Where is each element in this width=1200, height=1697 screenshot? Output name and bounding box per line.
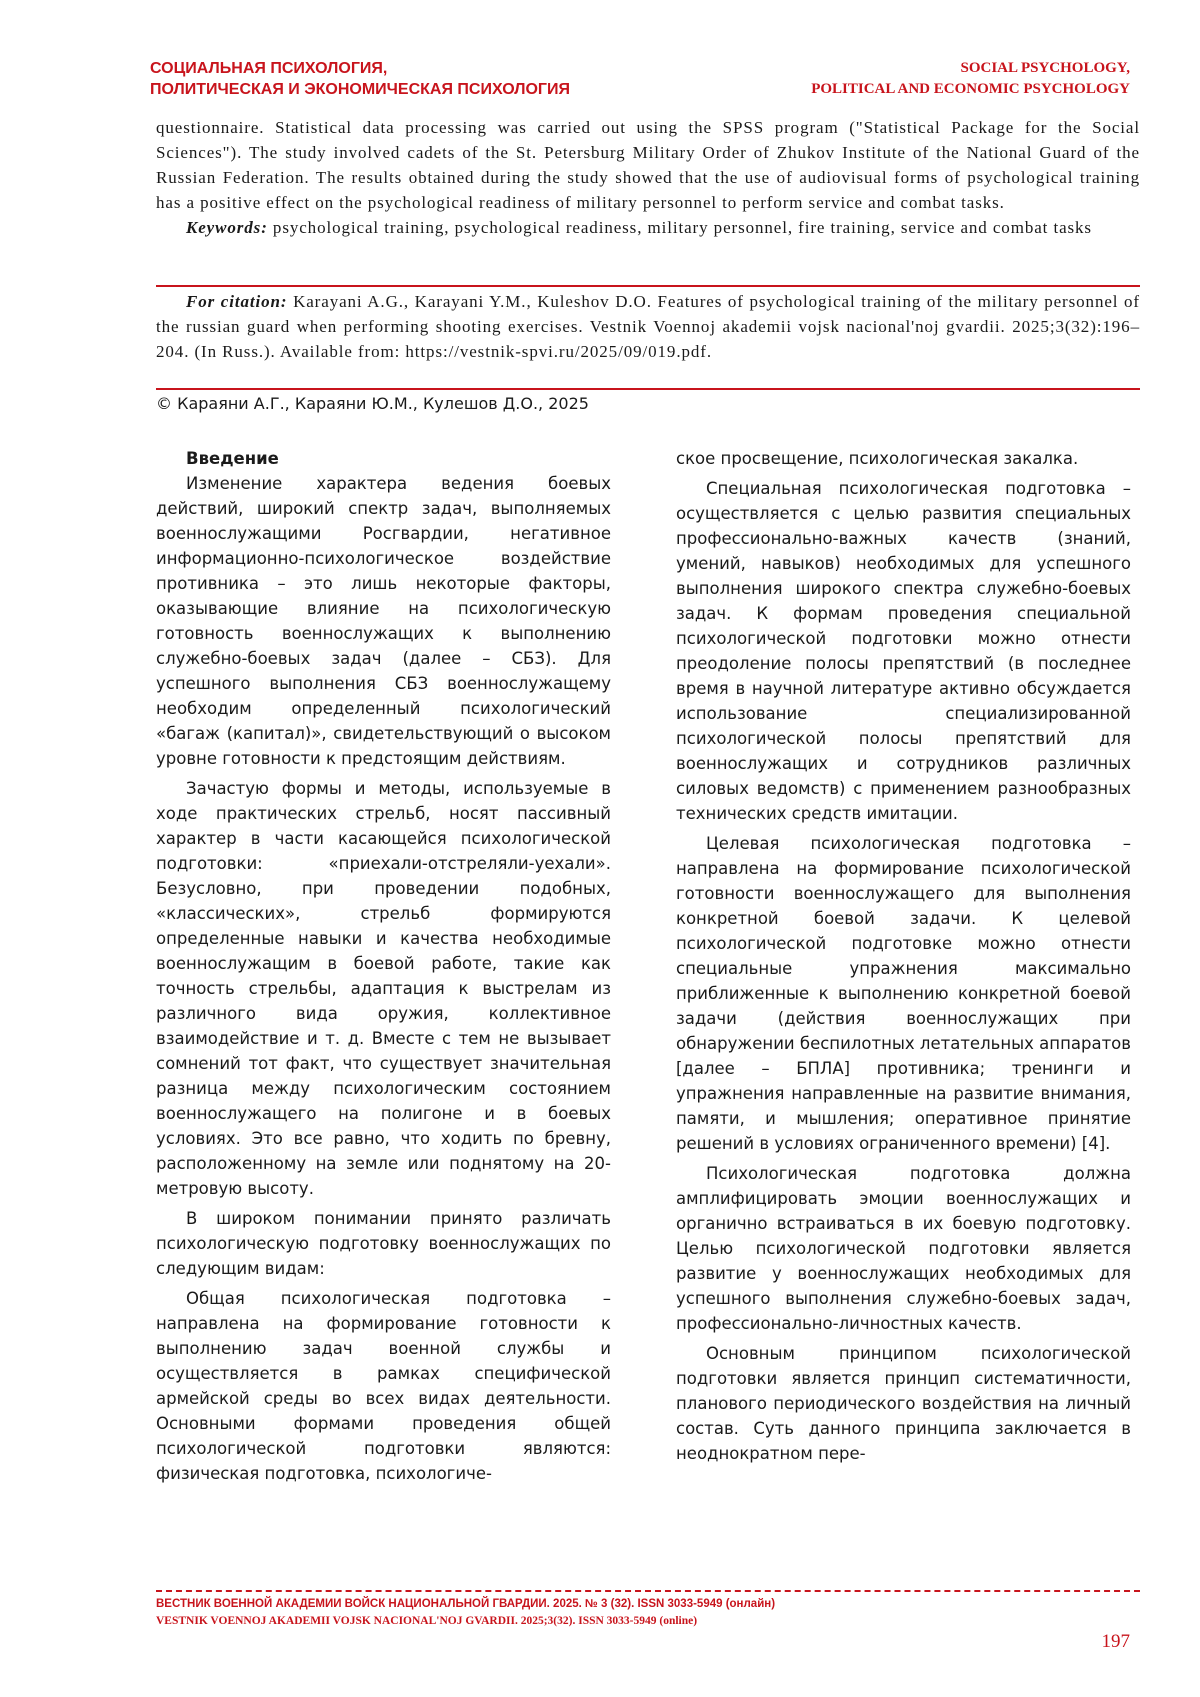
footer-divider <box>156 1590 1140 1592</box>
paragraph: Целевая психологическая подготовка – направлена на формирование психологической готовности военнослужащего для выполнения конкретной боевой задачи. К целевой психологической подготовке можно отнести специальные упражнения максимально приближенные к выполнению конкретной боевой задачи (действия военнослужащих при обнаружении беспилотных летательных аппаратов [далее – БПЛА] противника; тренинги и упражнения направленные на развитие внимания, памяти, и мышления; оперативное принятие решений в условиях ограниченного времени) [4]. <box>676 834 1131 1153</box>
paragraph-continuation: ское просвещение, психологическая закалка. <box>676 449 1079 468</box>
running-header-en-line2: POLITICAL AND ECONOMIC PSYCHOLOGY <box>811 81 1130 97</box>
citation-label: For citation: <box>186 292 288 311</box>
divider-line <box>156 388 1140 390</box>
running-header-en-line1: SOCIAL PSYCHOLOGY, <box>960 60 1130 76</box>
citation-block <box>156 289 1140 364</box>
running-header-ru-line2: ПОЛИТИЧЕСКАЯ И ЭКОНОМИЧЕСКАЯ ПСИХОЛОГИЯ <box>150 81 570 98</box>
footer-journal-en: VESTNIK VOENNOJ AKADEMII VOJSK NACIONAL'NOJ GVARDII. 2025;3(32). ISSN 3033-5949 (online) <box>156 1615 698 1627</box>
abstract-text: questionnaire. Statistical data processing was carried out using the SPSS program ("Statistical Package for the Social Sciences"). The study involved cadets of the St. Petersburg Military Order of Zhukov Institute of the National Guard of the Russian Federation. The results obtained during the study showed that the use of audiovisual forms of psychological training has a positive effect on the psychological readiness of military personnel to perform service and combat tasks. <box>156 118 1140 212</box>
running-header-en <box>811 58 1130 100</box>
running-header-ru-line1: СОЦИАЛЬНАЯ ПСИХОЛОГИЯ, <box>150 60 388 77</box>
paragraph: Основным принципом психологической подготовки является принцип систематичности, планового периодического воздействия на личный состав. Суть данного принципа заключается в неоднократном пере- <box>676 1344 1131 1463</box>
copyright: © Караяни А.Г., Караяни Ю.М., Кулешов Д.О., 2025 <box>156 394 589 413</box>
paragraph: Психологическая подготовка должна амплифицировать эмоции военнослужащих и органично встраиваться в их боевую подготовку. Целью психологической подготовки является развитие у военнослужащих необходимых для успешного выполнения служебно-боевых задач, профессионально-личностных качеств. <box>676 1164 1131 1333</box>
keywords <box>156 215 1140 240</box>
footer-journal-ru: ВЕСТНИК ВОЕННОЙ АКАДЕМИИ ВОЙСК НАЦИОНАЛЬНОЙ ГВАРДИИ. 2025. № 3 (32). ISSN 3033-5949 (онлайн) <box>156 1598 776 1610</box>
paragraph: Зачастую формы и методы, используемые в ходе практических стрельб, носят пассивный характер в части касающейся психологической подготовки: «приехали-отстреляли-уехали». Безусловно, при проведении подобных, «классических», стрельб формируются определенные навыки и качества необходимые военнослужащим в боевой работе, такие как точность стрельбы, адаптация к выстрелам из различного вида оружия, коллективное взаимодействие и т. д. Вместе с тем не вызывает сомнений тот факт, что существует значительная разница между психологическим состоянием военнослужащего на полигоне и в боевых условиях. Это все равно, что ходить по бревну, расположенному на земле или поднятому на 20-метровую высоту. <box>156 779 611 1198</box>
right-column <box>676 446 1131 1471</box>
abstract-block <box>156 115 1140 240</box>
paragraph: Общая психологическая подготовка – направлена на формирование готовности к выполнению задач военной службы и осуществляется в рамках специфической армейской среды во всех видах деятельности. Основными формами проведения общей психологической подготовки являются: физическая подготовка, психологиче- <box>156 1289 611 1483</box>
keywords-label: Keywords: <box>186 218 268 237</box>
paragraph: В широком понимании принято различать психологическую подготовку военнослужащих по следующим видам: <box>156 1209 611 1278</box>
page-number: 197 <box>1101 1631 1130 1652</box>
divider-line <box>156 285 1140 287</box>
running-header-ru <box>150 58 570 100</box>
paragraph: Специальная психологическая подготовка – осуществляется с целью развития специальных профессионально-важных качеств (знаний, умений, навыков) необходимых для успешного выполнения широкого спектра служебно-боевых задач. К формам проведения специальной психологической подготовки можно отнести преодоление полосы препятствий (в последнее время в научной литературе активно обсуждается использование специализированной психологической полосы препятствий для военнослужащих и сотрудников различных силовых ведомств) с применением разнообразных технических средств имитации. <box>676 479 1131 823</box>
left-column <box>156 446 611 1491</box>
section-heading: Введение <box>186 449 279 468</box>
citation-text: Karayani A.G., Karayani Y.M., Kuleshov D.O. Features of psychological training of the military personnel of the russian guard when performing shooting exercises. Vestnik Voennoj akademii vojsk nacional'noj gvardii. 2025;3(32):196–204. (In Russ.). Available from: https://vestnik-spvi.ru/2025/09/019.pdf. <box>156 292 1140 361</box>
paragraph: Изменение характера ведения боевых действий, широкий спектр задач, выполняемых военнослужащими Росгвардии, негативное информационно-психологическое воздействие противника – это лишь некоторые факторы, оказывающие влияние на психологическую готовность военнослужащих к выполнению служебно-боевых задач (далее – СБЗ). Для успешного выполнения СБЗ военнослужащему необходим определенный психологический «багаж (капитал)», свидетельствующий о высоком уровне готовности к предстоящим действиям. <box>156 474 611 768</box>
citation <box>156 289 1140 364</box>
keywords-text: psychological training, psychological readiness, military personnel, fire training, service and combat tasks <box>272 218 1092 237</box>
